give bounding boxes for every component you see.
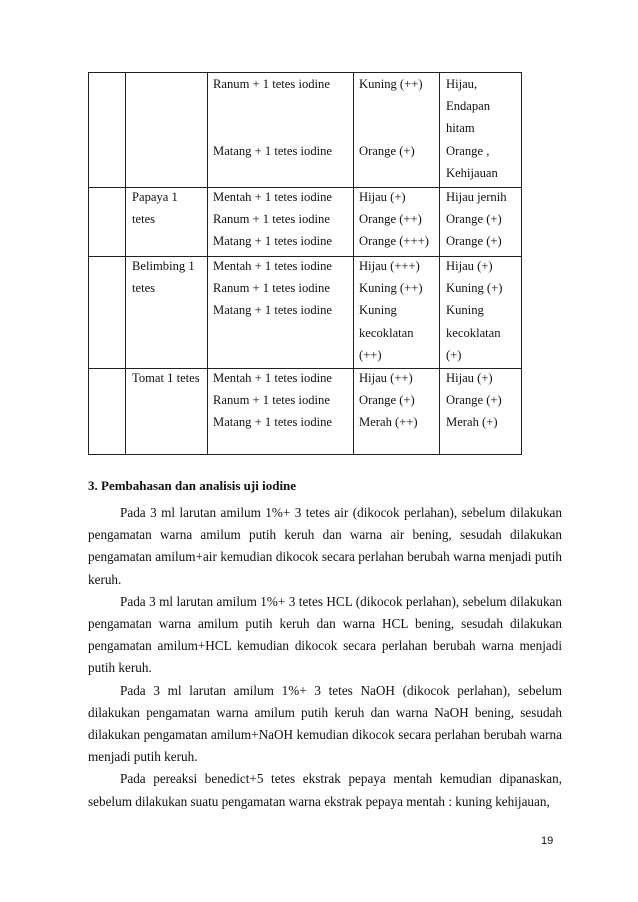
table-cell-sample: Belimbing 1 tetes — [132, 259, 195, 296]
paragraph: Pada 3 ml larutan amilum 1%+ 3 tetes HCL (dikocok perlahan), sebelum dilakukan pengamatan warna amilum putih keruh dan warna HCL bening, sesudah dilakukan pengamatan amilum+HCL kemudian dikocok secara perlahan berubah warna menjadi putih keruh. — [88, 593, 562, 676]
table-cell-result-1: Kuning (++) Orange (+) — [359, 77, 423, 158]
table-cell-sample: Papaya 1 tetes — [132, 190, 178, 227]
table-cell-treatments: Mentah + 1 tetes iodine Ranum + 1 tetes iodine Matang + 1 tetes iodine — [213, 190, 333, 249]
table-cell-result-2: Hijau, Endapan hitam Orange , Kehijauan — [446, 77, 498, 180]
table-column-divider — [353, 73, 354, 454]
results-table — [88, 72, 522, 455]
paragraph: Pada pereaksi benedict+5 tetes ekstrak pepaya mentah kemudian dipanaskan, sebelum dilakukan suatu pengamatan warna ekstrak pepaya mentah : kuning kehijauan, — [88, 771, 562, 809]
table-column-divider — [439, 73, 440, 454]
table-cell-treatments: Mentah + 1 tetes iodine Ranum + 1 tetes iodine Matang + 1 tetes iodine — [213, 371, 333, 430]
body-text — [88, 502, 562, 813]
table-cell-result-1: Hijau (+++) Kuning (++) Kuning kecoklatan (++) — [359, 259, 423, 362]
table-column-divider — [207, 73, 208, 454]
section-heading: 3. Pembahasan dan analisis uji iodine — [88, 478, 297, 493]
table-cell-result-2: Hijau (+) Kuning (+) Kuning kecoklatan (+) — [446, 259, 503, 362]
table-cell-result-2: Hijau (+) Orange (+) Merah (+) — [446, 371, 502, 430]
table-cell-sample: Tomat 1 tetes — [132, 371, 200, 385]
paragraph: Pada 3 ml larutan amilum 1%+ 3 tetes air (dikocok perlahan), sebelum dilakukan pengamatan warna amilum putih keruh dan warna air bening, sesudah dilakukan pengamatan amilum+air kemudian dikocok secara perlahan berubah warna menjadi putih keruh. — [88, 505, 562, 587]
table-cell-treatments: Mentah + 1 tetes iodine Ranum + 1 tetes iodine Matang + 1 tetes iodine — [213, 259, 333, 318]
paragraph: Pada 3 ml larutan amilum 1%+ 3 tetes NaOH (dikocok perlahan), sebelum dilakukan pengamatan warna amilum putih keruh dan warna NaOH bening, sesudah dilakukan pengamatan amilum+NaOH kemudian dikocok secara perlahan berubah warna menjadi putih keruh. — [88, 682, 562, 765]
table-cell-treatments: Ranum + 1 tetes iodine Matang + 1 tetes iodine — [213, 77, 333, 158]
table-cell-result-2: Hijau jernih Orange (+) Orange (+) — [446, 190, 507, 249]
table-column-divider — [125, 73, 126, 454]
table-cell-result-1: Hijau (++) Orange (+) Merah (++) — [359, 371, 418, 430]
page-number: 19 — [541, 835, 554, 847]
table-cell-result-1: Hijau (+) Orange (++) Orange (+++) — [359, 190, 429, 249]
